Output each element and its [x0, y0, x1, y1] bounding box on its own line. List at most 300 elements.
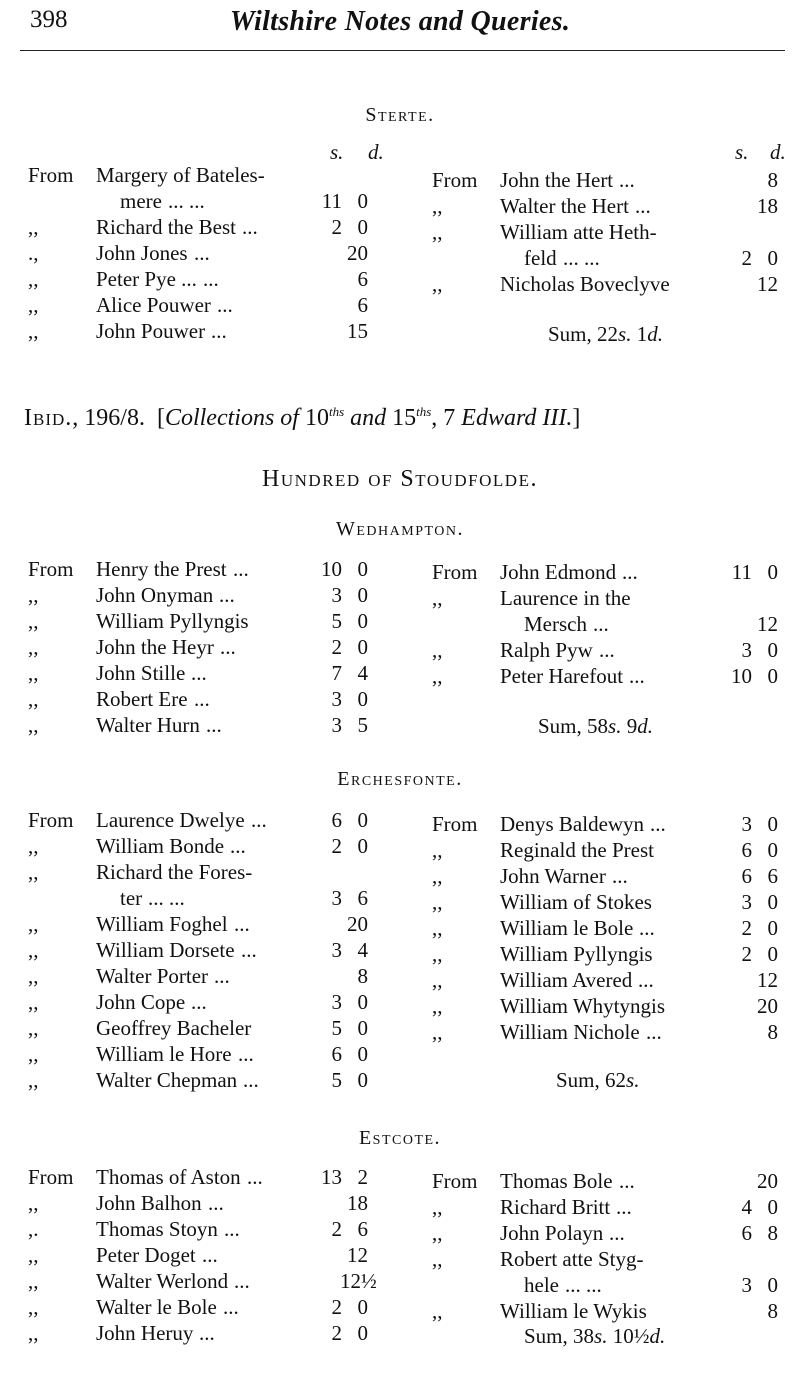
- entry-row: [28, 1164, 378, 1190]
- ibid-prefix: Ibid.: [24, 405, 73, 431]
- pence-value: 8: [767, 1020, 778, 1044]
- entry-prefix: ,.: [28, 1217, 39, 1241]
- pence-value: 12: [347, 1243, 368, 1267]
- entry-prefix: From: [432, 812, 478, 836]
- entry-prefix: ,,: [28, 1269, 39, 1293]
- entry-dots: ...: [251, 808, 267, 832]
- entry-row: [28, 292, 378, 318]
- entry-prefix: ,,: [432, 664, 443, 688]
- sterte-right-column: [432, 167, 782, 297]
- entry-name: Richard the Fores-: [96, 860, 253, 884]
- entry-name: Henry the Prest: [96, 557, 227, 581]
- entry-row: [432, 1194, 782, 1220]
- entry-row: [28, 1242, 378, 1268]
- entry-prefix: ,,: [28, 609, 39, 633]
- entry-name: John Heruy: [96, 1321, 194, 1345]
- entry-prefix: From: [28, 808, 74, 832]
- entry-row: [28, 608, 378, 634]
- entry-row: [28, 214, 378, 240]
- regnal-year: , 7: [431, 405, 462, 431]
- hundred-heading: Hundred of Stoudfolde.: [262, 466, 538, 492]
- entry-row: [432, 1298, 782, 1324]
- entry-dots: ...: [622, 560, 638, 584]
- entry-prefix: ,,: [432, 890, 443, 914]
- shillings-value: 3: [741, 812, 752, 836]
- entry-row: [432, 1246, 782, 1272]
- ibid-ref: , 196/8.: [72, 405, 145, 431]
- entry-name: Richard Britt: [500, 1195, 611, 1219]
- pence-value: 0: [767, 638, 778, 662]
- sum-d-unit: d.: [649, 1324, 666, 1348]
- entry-row: [432, 637, 782, 663]
- shillings-value: 3: [331, 687, 342, 711]
- entry-dots: ...: [612, 864, 628, 888]
- entry-row: [28, 989, 378, 1015]
- shillings-value: 3: [331, 990, 342, 1014]
- shillings-value: 2: [331, 635, 342, 659]
- entry-prefix: From: [432, 560, 478, 584]
- pence-value: 0: [357, 1042, 368, 1066]
- shillings-value: 5: [331, 1016, 342, 1040]
- shillings-value: 2: [741, 916, 752, 940]
- entry-prefix: ,,: [28, 635, 39, 659]
- entry-name: Ralph Pyw: [500, 638, 593, 662]
- entry-prefix: ,,: [432, 942, 443, 966]
- entry-dots: ... ...: [148, 886, 185, 910]
- entry-prefix: ,,: [432, 1299, 443, 1323]
- entry-name: Thomas Stoyn: [96, 1217, 218, 1241]
- shillings-value: 2: [331, 834, 342, 858]
- shillings-value: 3: [741, 890, 752, 914]
- entry-name: John Polayn: [500, 1221, 604, 1245]
- entry-dots: ...: [214, 964, 230, 988]
- pence-value: 4: [357, 938, 368, 962]
- bracket-open: [: [156, 405, 165, 431]
- pence-value: 6: [357, 293, 368, 317]
- entry-prefix: From: [432, 1169, 478, 1193]
- pence-value: 0: [357, 557, 368, 581]
- pence-value: 0: [767, 838, 778, 862]
- entry-row: [28, 807, 378, 833]
- entry-name: John Edmond: [500, 560, 617, 584]
- entry-prefix: ,,: [432, 916, 443, 940]
- entry-prefix: ,,: [28, 964, 39, 988]
- erchesfonte-sum: [556, 1068, 639, 1093]
- wedhampton-right-column: [432, 559, 782, 689]
- pence-value: 6: [767, 864, 778, 888]
- entry-prefix: ,,: [28, 661, 39, 685]
- entry-dots: ...: [629, 664, 645, 688]
- entry-name: William le Bole: [500, 916, 634, 940]
- entry-prefix: From: [28, 1165, 74, 1189]
- entry-name: William atte Heth-: [500, 220, 657, 244]
- entry-prefix: ,,: [28, 1068, 39, 1092]
- entry-name: feld: [524, 246, 557, 270]
- entry-name: Walter Hurn: [96, 713, 200, 737]
- entry-row: [432, 219, 782, 245]
- pence-value: 0: [357, 215, 368, 239]
- pence-value: 0: [357, 609, 368, 633]
- shillings-value: 5: [331, 1068, 342, 1092]
- sum-s-unit: s.: [626, 1068, 640, 1092]
- entry-dots: ...: [247, 1165, 263, 1189]
- shillings-value: 5: [331, 609, 342, 633]
- entry-name: Reginald the Prest: [500, 838, 654, 862]
- pence-value: 12: [757, 612, 778, 636]
- entry-row: [432, 837, 782, 863]
- entry-prefix: ,,: [28, 912, 39, 936]
- shillings-value: 3: [331, 713, 342, 737]
- entry-dots: ... ...: [565, 1273, 602, 1297]
- entry-row: [28, 556, 378, 582]
- sterte-right-s-label: s.: [735, 140, 749, 164]
- sum-s-unit: s.: [618, 322, 632, 346]
- entry-row: [28, 1216, 378, 1242]
- entry-prefix: ,,: [28, 1321, 39, 1345]
- entry-row: [432, 167, 782, 193]
- pence-value: 0: [767, 246, 778, 270]
- wedhampton-heading: Wedhampton.: [335, 518, 464, 540]
- entry-dots: ...: [650, 812, 666, 836]
- pence-value: 8: [357, 964, 368, 988]
- shillings-value: 6: [331, 1042, 342, 1066]
- pence-value: 0: [357, 834, 368, 858]
- entry-row: [432, 993, 782, 1019]
- pence-value: 0: [357, 808, 368, 832]
- entry-name: mere: [120, 189, 162, 213]
- pence-value: 12: [757, 272, 778, 296]
- erchesfonte-right-column: [432, 811, 782, 1045]
- entry-name: Thomas Bole: [500, 1169, 613, 1193]
- shillings-value: 10: [321, 557, 342, 581]
- pence-value: 12½: [340, 1269, 377, 1293]
- entry-dots: ...: [224, 1217, 240, 1241]
- shillings-value: 6: [741, 864, 752, 888]
- entry-dots: ...: [217, 293, 233, 317]
- pence-value: 0: [767, 560, 778, 584]
- entry-name: William Bonde: [96, 834, 225, 858]
- entry-name: Laurence Dwelye: [96, 808, 245, 832]
- entry-name: William Nichole: [500, 1020, 640, 1044]
- shillings-value: 6: [741, 838, 752, 862]
- entry-dots: ...: [635, 194, 651, 218]
- entry-row: [28, 712, 378, 738]
- entry-row: [28, 1268, 378, 1294]
- entry-prefix: ,,: [432, 968, 443, 992]
- pence-value: 0: [357, 583, 368, 607]
- sum-amount: Sum, 22: [548, 322, 619, 346]
- entry-dots: ...: [619, 168, 635, 192]
- page-number: 398: [30, 6, 68, 33]
- pence-value: 8: [767, 1221, 778, 1245]
- wedhampton-left-column: [28, 556, 378, 738]
- entry-row: [28, 686, 378, 712]
- entry-name: John the Heyr: [96, 635, 214, 659]
- entry-dots: ...: [646, 1020, 662, 1044]
- shillings-value: 2: [331, 1321, 342, 1345]
- sum-s-unit: s.: [608, 714, 622, 738]
- entry-row: [432, 967, 782, 993]
- entry-dots: ...: [619, 1169, 635, 1193]
- entry-row: [432, 941, 782, 967]
- and-text: and: [344, 405, 393, 431]
- entry-prefix: ,,: [432, 194, 443, 218]
- entry-row: [432, 193, 782, 219]
- entry-name: John Pouwer: [96, 319, 206, 343]
- entry-row: [28, 859, 378, 885]
- entry-dots: ...: [234, 1269, 250, 1293]
- entry-dots: ...: [202, 1243, 218, 1267]
- entry-name: Walter le Bole: [96, 1295, 217, 1319]
- pence-value: 0: [767, 942, 778, 966]
- pence-value: 0: [357, 1295, 368, 1319]
- entry-dots: ... ...: [563, 246, 600, 270]
- header-rule: [20, 50, 785, 51]
- pence-value: 20: [757, 994, 778, 1018]
- entry-row: [28, 188, 378, 214]
- ordinal-2-suffix: ths: [416, 404, 432, 419]
- entry-name: William Avered: [500, 968, 633, 992]
- entry-name: Thomas of Aston: [96, 1165, 241, 1189]
- entry-dots: ...: [194, 241, 210, 265]
- pence-value: 8: [767, 1299, 778, 1323]
- pence-value: 0: [357, 1068, 368, 1092]
- shillings-value: 11: [321, 189, 342, 213]
- shillings-value: 2: [331, 1295, 342, 1319]
- entry-row: [432, 245, 782, 271]
- entry-name: John Onyman: [96, 583, 214, 607]
- pence-value: 20: [347, 241, 368, 265]
- sum-d-unit: d.: [647, 322, 663, 346]
- entry-name: Robert atte Styg-: [500, 1247, 644, 1271]
- shillings-value: 6: [741, 1221, 752, 1245]
- entry-prefix: ,,: [432, 1195, 443, 1219]
- entry-prefix: ,,: [28, 1295, 39, 1319]
- sum-amount-d: 1: [631, 322, 648, 346]
- pence-value: 6: [357, 886, 368, 910]
- entry-prefix: From: [28, 163, 74, 187]
- entry-dots: ...: [243, 1068, 259, 1092]
- entry-prefix: ,,: [28, 860, 39, 884]
- entry-row: [432, 863, 782, 889]
- entry-prefix: ,,: [28, 687, 39, 711]
- pence-value: 0: [357, 1016, 368, 1040]
- estcote-sum: [524, 1324, 665, 1349]
- wedhampton-sum: [538, 714, 653, 739]
- bracket-close: ]: [572, 405, 581, 431]
- entry-row: [432, 611, 782, 637]
- ordinal-1-suffix: ths: [328, 404, 345, 419]
- entry-prefix: .,: [28, 241, 39, 265]
- shillings-value: 11: [731, 560, 752, 584]
- entry-dots: ...: [194, 687, 210, 711]
- shillings-value: 2: [331, 215, 342, 239]
- sterte-left-column: [28, 162, 378, 344]
- entry-prefix: ,,: [28, 1016, 39, 1040]
- pence-value: 0: [767, 1195, 778, 1219]
- king-name: Edward III.: [461, 405, 573, 431]
- entry-dots: ...: [593, 612, 609, 636]
- entry-row: [432, 1272, 782, 1298]
- entry-dots: ...: [208, 1191, 224, 1215]
- entry-row: [28, 162, 378, 188]
- entry-dots: ...: [203, 267, 219, 291]
- entry-name: Margery of Bateles-: [96, 163, 265, 187]
- sum-amount-d: 10½: [607, 1324, 650, 1348]
- pence-value: 0: [767, 664, 778, 688]
- entry-row: [432, 1168, 782, 1194]
- journal-title: Wiltshire Notes and Queries.: [229, 6, 571, 37]
- entry-prefix: ,,: [432, 220, 443, 244]
- collections-text: Collections of: [164, 405, 299, 431]
- entry-name: John Cope: [96, 990, 186, 1014]
- pence-value: 18: [347, 1191, 368, 1215]
- entry-dots: ...: [220, 635, 236, 659]
- pence-value: 15: [347, 319, 368, 343]
- entry-row: [28, 911, 378, 937]
- entry-row: [28, 240, 378, 266]
- entry-prefix: From: [432, 168, 478, 192]
- entry-row: [28, 1190, 378, 1216]
- entry-name: Peter Doget: [96, 1243, 196, 1267]
- entry-row: [28, 1015, 378, 1041]
- entry-row: [432, 663, 782, 689]
- entry-row: [432, 889, 782, 915]
- entry-name: Walter Porter: [96, 964, 209, 988]
- entry-name: Robert Ere: [96, 687, 188, 711]
- entry-dots: ...: [599, 638, 615, 662]
- entry-row: [432, 811, 782, 837]
- entry-row: [28, 937, 378, 963]
- entry-name: John Jones: [96, 241, 188, 265]
- estcote-right-column: [432, 1168, 782, 1324]
- entry-dots: ...: [191, 990, 207, 1014]
- pence-value: 2: [357, 1165, 368, 1189]
- entry-name: Peter Harefout: [500, 664, 624, 688]
- shillings-value: 3: [741, 1273, 752, 1297]
- pence-value: 0: [357, 1321, 368, 1345]
- pence-value: 0: [357, 189, 368, 213]
- entry-prefix: ,,: [432, 994, 443, 1018]
- sum-amount: Sum, 62: [556, 1068, 627, 1092]
- entry-name: Alice Pouwer: [96, 293, 211, 317]
- entry-dots: ...: [206, 713, 222, 737]
- sterte-left-d-label: d.: [368, 140, 384, 164]
- entry-prefix: ,,: [28, 319, 39, 343]
- entry-name: Mersch: [524, 612, 587, 636]
- entry-dots: ...: [241, 938, 257, 962]
- entry-prefix: ,,: [28, 713, 39, 737]
- pence-value: 0: [767, 1273, 778, 1297]
- entry-dots: ...: [609, 1221, 625, 1245]
- entry-name: William le Hore: [96, 1042, 232, 1066]
- entry-row: [432, 585, 782, 611]
- sterte-right-d-label: d.: [770, 140, 786, 164]
- entry-name: Walter Werlond: [96, 1269, 229, 1293]
- entry-row: [432, 915, 782, 941]
- sum-d-unit: d.: [637, 714, 653, 738]
- pence-value: 0: [357, 687, 368, 711]
- shillings-value: 3: [741, 638, 752, 662]
- sum-amount: Sum, 38: [524, 1324, 595, 1348]
- entry-name: Walter Chepman: [96, 1068, 238, 1092]
- entry-prefix: ,,: [28, 1243, 39, 1267]
- entry-name: William Pyllyngis: [96, 609, 249, 633]
- entry-row: [432, 1220, 782, 1246]
- entry-row: [432, 559, 782, 585]
- shillings-value: 13: [321, 1165, 342, 1189]
- entry-prefix: ,,: [432, 638, 443, 662]
- entry-prefix: ,,: [28, 990, 39, 1014]
- entry-row: [28, 660, 378, 686]
- pence-value: 20: [347, 912, 368, 936]
- erchesfonte-heading: Erchesfonte.: [337, 768, 463, 790]
- entry-prefix: ,,: [28, 583, 39, 607]
- entry-name: William le Wykis: [500, 1299, 647, 1323]
- pence-value: 5: [357, 713, 368, 737]
- entry-name: ter: [120, 886, 143, 910]
- entry-dots: ...: [223, 1295, 239, 1319]
- entry-row: [28, 1041, 378, 1067]
- pence-value: 12: [757, 968, 778, 992]
- entry-row: [28, 1320, 378, 1346]
- sum-amount-d: 9: [621, 714, 638, 738]
- pence-value: 0: [357, 635, 368, 659]
- sum-amount: Sum, 58: [538, 714, 609, 738]
- sterte-sum: [548, 322, 663, 347]
- entry-name: Walter the Hert: [500, 194, 629, 218]
- entry-name: William Foghel: [96, 912, 228, 936]
- entry-prefix: ,,: [432, 864, 443, 888]
- pence-value: 0: [357, 990, 368, 1014]
- ordinal-1: 10: [298, 405, 329, 431]
- entry-prefix: From: [28, 557, 74, 581]
- entry-prefix: ,,: [28, 1042, 39, 1066]
- entry-name: William Whytyngis: [500, 994, 666, 1018]
- entry-name: John Warner: [500, 864, 606, 888]
- entry-row: [28, 1067, 378, 1093]
- pence-value: 8: [767, 168, 778, 192]
- pence-value: 0: [767, 890, 778, 914]
- pence-value: 6: [357, 1217, 368, 1241]
- entry-dots: ...: [211, 319, 227, 343]
- sterte-left-s-label: s.: [330, 140, 344, 164]
- entry-row: [28, 266, 378, 292]
- entry-name: hele: [524, 1273, 559, 1297]
- entry-dots: ...: [242, 215, 258, 239]
- entry-prefix: ,,: [432, 1221, 443, 1245]
- entry-dots: ...: [219, 583, 235, 607]
- entry-row: [28, 885, 378, 911]
- pence-value: 20: [757, 1169, 778, 1193]
- entry-name: Laurence in the: [500, 586, 631, 610]
- entry-name: Peter Pye ...: [96, 267, 197, 291]
- entry-dots: ...: [234, 912, 250, 936]
- entry-prefix: ,,: [432, 272, 443, 296]
- erchesfonte-left-column: [28, 807, 378, 1093]
- shillings-value: 3: [331, 886, 342, 910]
- entry-prefix: ,,: [28, 267, 39, 291]
- entry-name: Nicholas Boveclyve: [500, 272, 670, 296]
- entry-name: William Pyllyngis: [500, 942, 653, 966]
- shillings-value: 10: [731, 664, 752, 688]
- entry-dots: ...: [639, 916, 655, 940]
- entry-dots: ...: [191, 661, 207, 685]
- estcote-left-column: [28, 1164, 378, 1346]
- shillings-value: 3: [331, 938, 342, 962]
- entry-dots: ...: [616, 1195, 632, 1219]
- shillings-value: 3: [331, 583, 342, 607]
